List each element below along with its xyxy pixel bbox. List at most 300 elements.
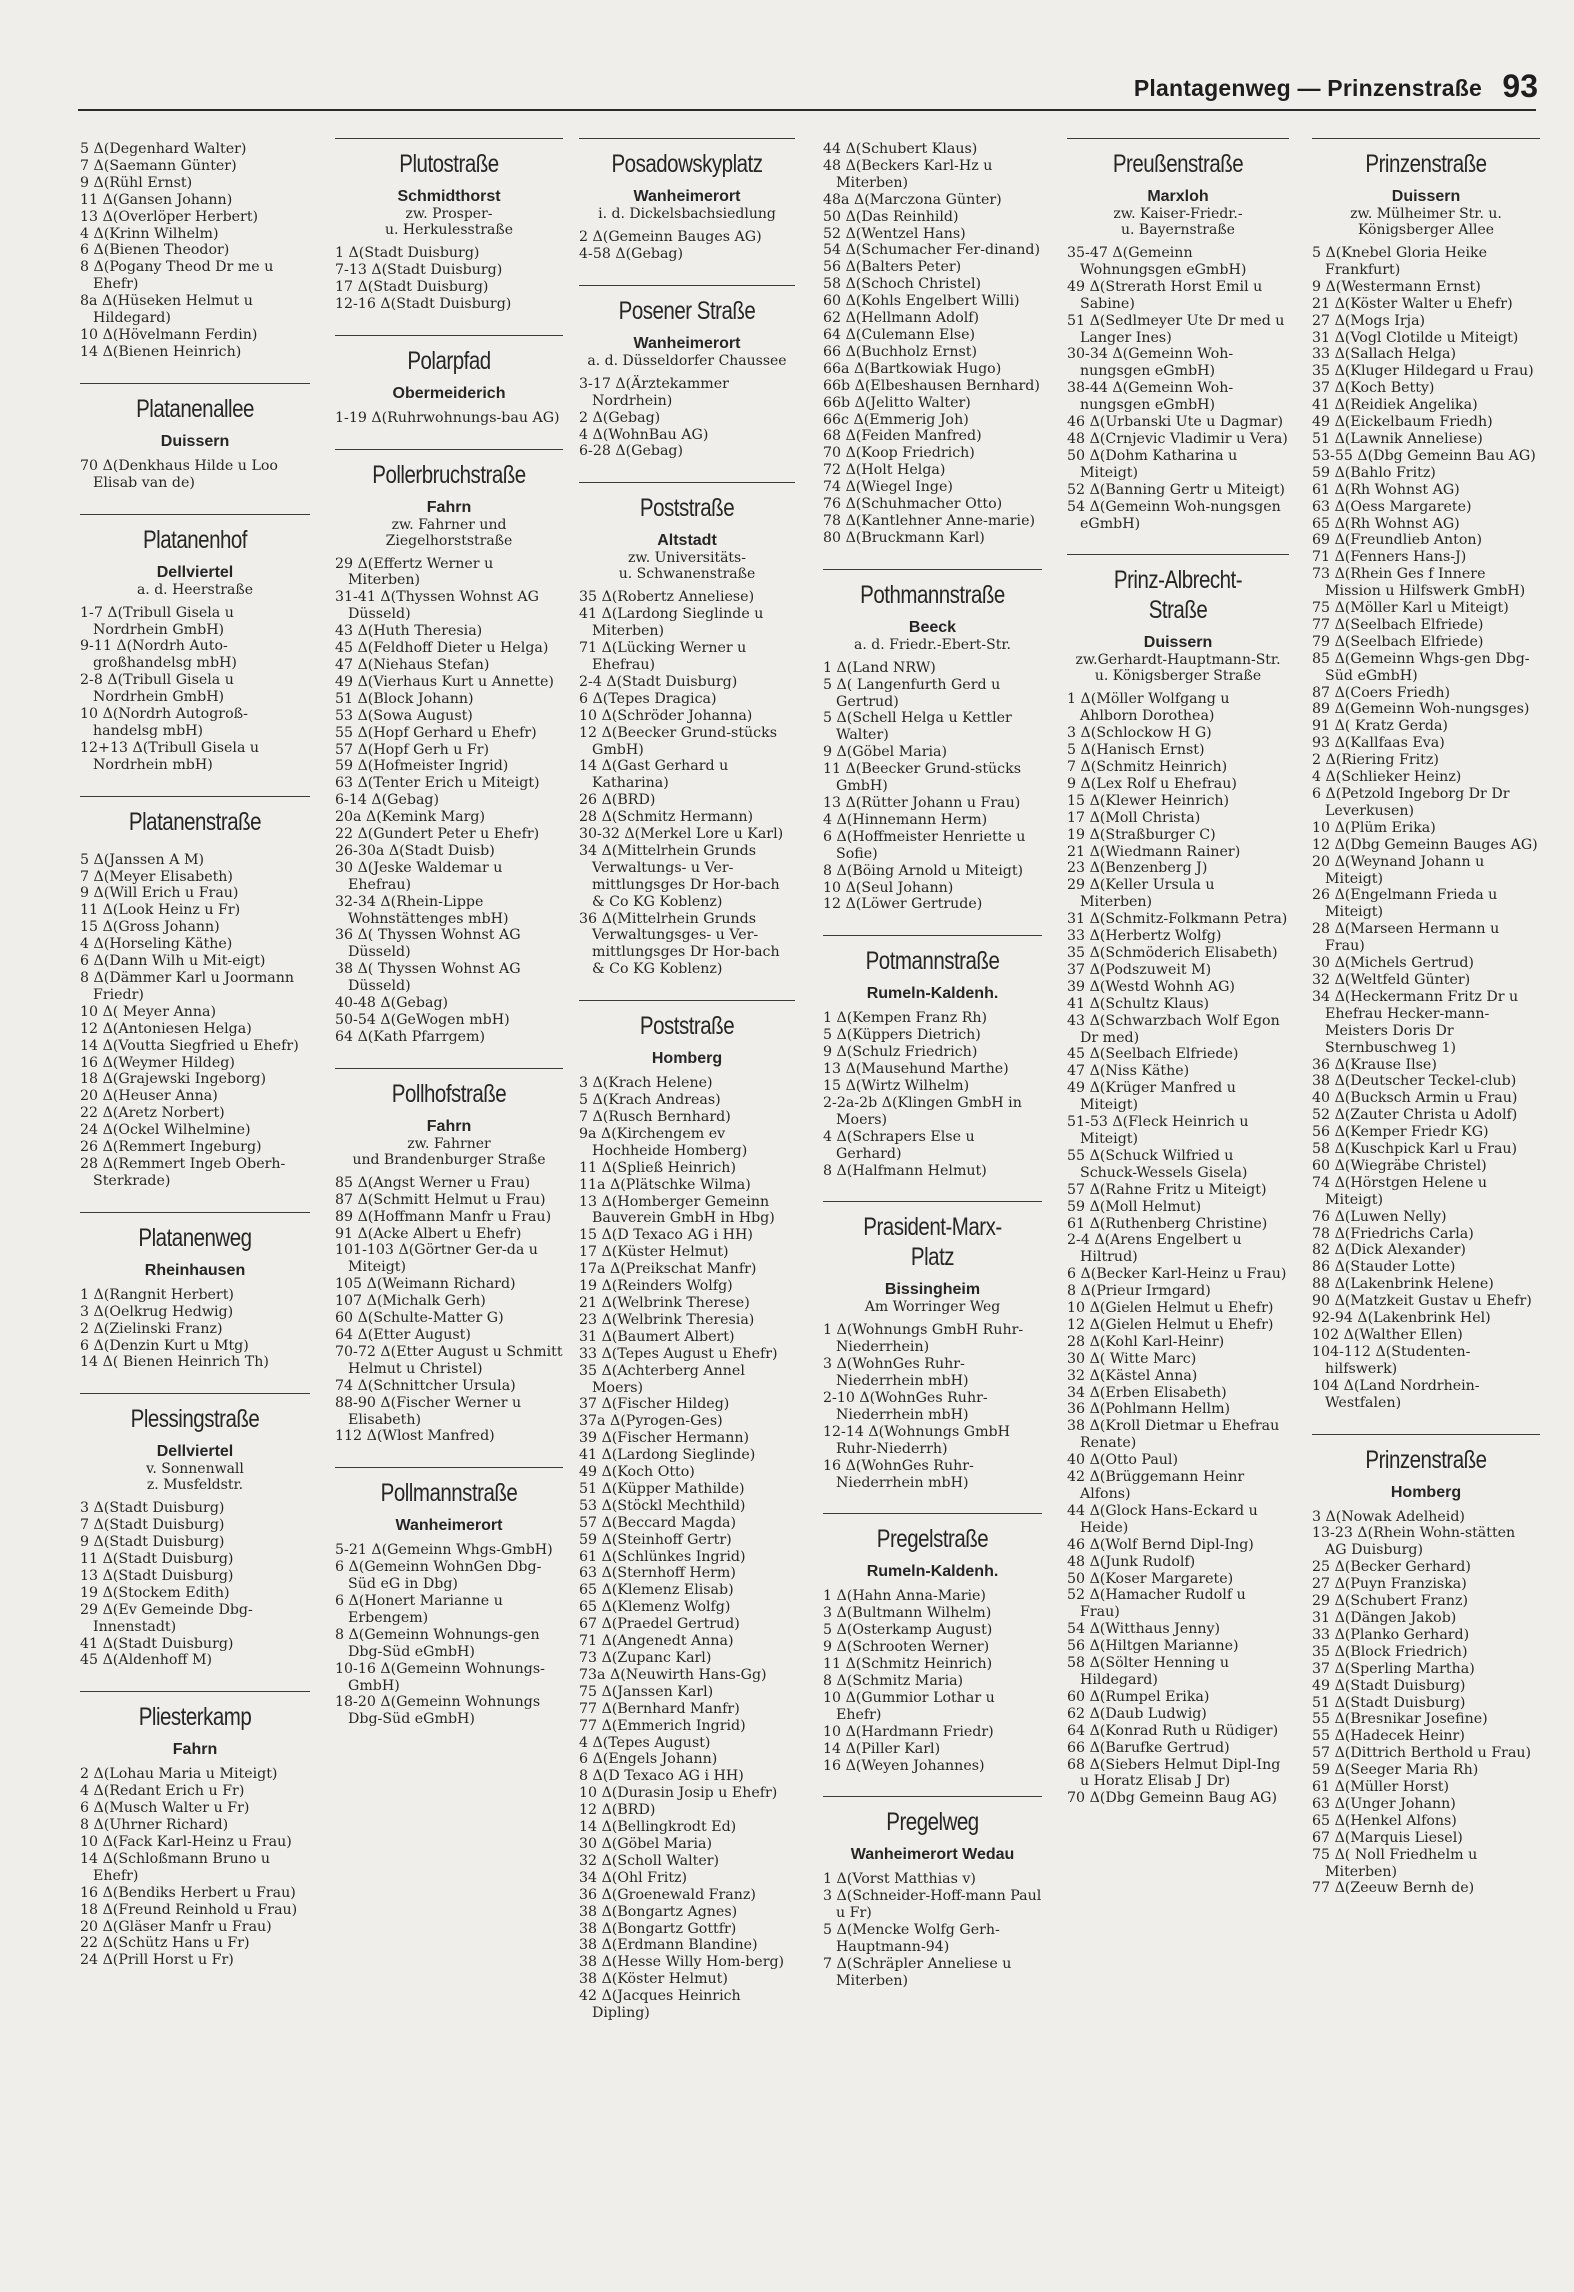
entry: 13 Δ(Homberger Gemeinn Bauverein GmbH in Hbg) <box>579 1193 775 1227</box>
entry: 13 Δ(Stadt Duisburg) <box>80 1567 234 1584</box>
entry: 18-20 Δ(Gemeinn Wohnungs Dbg-Süd eGmbH) <box>335 1694 541 1728</box>
entry: 6 Δ(Hoffmeister Henriette u Sofie) <box>823 828 1026 862</box>
entry: 35 Δ(Schmöderich Elisabeth) <box>1067 945 1278 961</box>
entry: 15 Δ(Gross Johann) <box>80 919 220 936</box>
entry: 3 Δ(Bultmann Wilhelm) <box>823 1605 992 1622</box>
entry: 1-19 Δ(Ruhrwohnungs-bau AG) <box>335 409 560 426</box>
entry: 4 Δ(Krinn Wilhelm) <box>80 225 219 242</box>
entry: 34 Δ(Erben Elisabeth) <box>1067 1384 1227 1401</box>
street-district: Wanheimerort <box>633 188 741 205</box>
entry: 70 Δ(Denkhaus Hilde u Loo Elisab van de) <box>80 457 278 491</box>
entry: 6 Δ(Petzold Ingeborg Dr Dr Leverkusen) <box>1312 786 1510 819</box>
street-note: u. Herkulesstraße <box>384 222 514 238</box>
entry: 4 Δ(Schrapers Else u Gerhard) <box>823 1128 975 1162</box>
entry: 45 Δ(Seelbach Elfriede) <box>1067 1046 1239 1063</box>
entry: 37 Δ(Podszuweit M) <box>1067 961 1212 978</box>
entry: 11 Δ(Gansen Johann) <box>80 191 233 208</box>
entry: 10 Δ(Seul Johann) <box>823 879 954 896</box>
street-note: a. d. Düsseldorfer Chaussee <box>587 352 787 369</box>
entry: 35 Δ(Robertz Anneliese) <box>579 589 755 606</box>
entry: 55 Δ(Hadecek Heinr) <box>1312 1728 1465 1745</box>
entry: 4 Δ(Horseling Käthe) <box>80 936 233 953</box>
entry: 8 Δ(D Texaco AG i HH) <box>579 1768 744 1785</box>
entry: 77 Δ(Bernhard Manfr) <box>579 1700 740 1717</box>
entry: 61 Δ(Ruthenberg Christine) <box>1067 1215 1268 1232</box>
entry: 50-54 Δ(GeWogen mbH) <box>335 1012 510 1028</box>
entry: 30-34 Δ(Gemeinn Woh-nungsgen eGmbH) <box>1067 346 1234 380</box>
entry: 46 Δ(Wolf Bernd Dipl-Ing) <box>1067 1536 1254 1553</box>
entry: 86 Δ(Stauder Lotte) <box>1312 1259 1456 1276</box>
entry: 52 Δ(Zauter Christa u Adolf) <box>1312 1107 1518 1124</box>
entry: 43 Δ(Huth Theresia) <box>335 623 483 640</box>
entry: 60 Δ(Wiegräbe Christel) <box>1312 1157 1487 1174</box>
entry: 70-72 Δ(Etter August u Schmitt Helmut u Christel) <box>335 1343 563 1377</box>
entry-list <box>80 1766 310 1969</box>
entry: 8 Δ(Dämmer Karl u Joormann Friedr) <box>80 970 295 1003</box>
entry: 31-41 Δ(Thyssen Wohnst AG Düsseld) <box>335 589 539 623</box>
street-note: Ziegelhorststraße <box>385 532 513 549</box>
entry: 56 Δ(Hiltgen Marianne) <box>1067 1638 1239 1655</box>
entry: 7 Δ(Saemann Günter) <box>80 157 237 174</box>
entry: 5 Δ(Mencke Wolfg Gerh-Hauptmann-94) <box>823 1922 1000 1956</box>
street-block <box>80 141 310 361</box>
entry-list <box>335 556 563 1046</box>
street-block <box>1067 138 1289 532</box>
entry: 53 Δ(Sowa August) <box>335 707 473 724</box>
running-head: Plantagenweg — Prinzenstraße <box>1133 75 1482 101</box>
entry: 12-16 Δ(Stadt Duisburg) <box>335 295 512 312</box>
entry: 50 Δ(Koser Margarete) <box>1067 1570 1234 1587</box>
page-number: 93 <box>1502 68 1538 104</box>
entry: 4 Δ(Tepes August) <box>579 1734 711 1751</box>
entry: 34 Δ(Heckermann Fritz Dr u Ehefrau Hecker-mann-Meisters Doris Dr Sternbuschweg 1) <box>1312 988 1519 1056</box>
entry: 6 Δ(Dann Wilh u Mit-eigt) <box>80 953 266 970</box>
entry: 4 Δ(Hinnemann Herm) <box>823 811 988 828</box>
column-4 <box>823 134 1042 2262</box>
entry: 24 Δ(Prill Horst u Fr) <box>80 1952 234 1969</box>
entry: 105 Δ(Weimann Richard) <box>335 1276 516 1293</box>
entry: 28 Δ(Marseen Hermann u Frau) <box>1312 921 1500 955</box>
entry: 41 Δ(Stadt Duisburg) <box>80 1635 234 1652</box>
entry: 32 Δ(Scholl Walter) <box>579 1852 720 1869</box>
entry: 101-103 Δ(Görtner Ger-da u Miteigt) <box>335 1242 538 1276</box>
entry-list <box>80 141 310 361</box>
entry: 26-30a Δ(Stadt Duisb) <box>335 842 495 859</box>
entry: 2 Δ(Gemeinn Bauges AG) <box>579 229 762 245</box>
street-name: Plessingstraße <box>130 1405 260 1434</box>
entry: 7 Δ(Schräpler Anneliese u Miterben) <box>823 1955 1012 1989</box>
street-district: Fahrn <box>426 1117 472 1135</box>
entry: 5 Δ(Schell Helga u Kettler Walter) <box>823 710 1012 744</box>
entry: 9 Δ(Will Erich u Frau) <box>80 885 239 902</box>
entry: 51 Δ(Stadt Duisburg) <box>1312 1694 1466 1711</box>
entry: 4-58 Δ(Gebag) <box>579 245 684 262</box>
entry-list <box>1312 245 1540 1412</box>
street-note: i. d. Dickelsbachsiedlung <box>598 206 776 222</box>
entry-list <box>335 245 563 313</box>
entry: 13 Δ(Rütter Johann u Frau) <box>823 795 1021 811</box>
entry: 30 Δ(Göbel Maria) <box>579 1835 713 1852</box>
entry: 10-16 Δ(Gemeinn Wohnungs-GmbH) <box>335 1660 545 1694</box>
entry: 1 Δ(Stadt Duisburg) <box>335 245 480 261</box>
entry: 65 Δ(Klemenz Wolfg) <box>579 1599 731 1616</box>
street-name: Pliesterkamp <box>138 1703 252 1732</box>
entry: 15 Δ(Klewer Heinrich) <box>1067 792 1230 809</box>
entry: 8 Δ(Halfmann Helmut) <box>823 1162 987 1179</box>
entry: 77 Δ(Zeeuw Bernh de) <box>1312 1880 1475 1897</box>
street-note: Am Worringer Weg <box>864 1299 1001 1316</box>
entry: 33 Δ(Tepes August u Ehefr) <box>579 1345 778 1362</box>
entry: 91 Δ(Acke Albert u Ehefr) <box>335 1225 522 1242</box>
entry: 36 Δ( Thyssen Wohnst AG Düsseld) <box>335 927 521 961</box>
entry: 27 Δ(Puyn Franziska) <box>1312 1576 1467 1593</box>
entry: 18 Δ(Grajewski Ingeborg) <box>80 1071 267 1088</box>
entry: 6 Δ(Bienen Theodor) <box>80 242 230 259</box>
entry: 33 Δ(Planko Gerhard) <box>1312 1626 1470 1643</box>
entry: 2 Δ(Gebag) <box>579 409 661 426</box>
entry: 3-17 Δ(Ärztekammer Nordrhein) <box>579 375 729 409</box>
entry: 7 Δ(Meyer Elisabeth) <box>80 868 233 885</box>
street-district: Beeck <box>908 618 957 636</box>
entry: 2-4 Δ(Stadt Duisburg) <box>579 673 738 690</box>
entry: 14 Δ( Bienen Heinrich Th) <box>80 1354 269 1371</box>
entry: 23 Δ(Welbrink Theresia) <box>579 1311 755 1328</box>
entry: 66 Δ(Barufke Gertrud) <box>1067 1739 1230 1756</box>
street-district: Homberg <box>1390 1483 1462 1501</box>
entry: 12 Δ(Beecker Grund-stücks GmbH) <box>579 724 778 758</box>
entry: 57 Δ(Hopf Gerh u Fr) <box>335 741 490 758</box>
entry: 104 Δ(Land Nordrhein-Westfalen) <box>1312 1377 1480 1411</box>
entry: 1 Δ(Rangnit Herbert) <box>80 1286 234 1303</box>
entry: 65 Δ(Rh Wohnst AG) <box>1312 515 1460 532</box>
entry: 21 Δ(Welbrink Therese) <box>579 1294 750 1311</box>
entry: 66 Δ(Buchholz Ernst) <box>823 343 977 360</box>
entry-list <box>335 1542 563 1728</box>
entry: 63 Δ(Tenter Erich u Miteigt) <box>335 775 540 792</box>
entry: 10 Δ(Gummior Lothar u Ehefr) <box>823 1689 995 1723</box>
entry: 8 Δ(Gemeinn Wohnungs-gen Dbg-Süd eGmbH) <box>335 1626 540 1660</box>
entry: 34 Δ(Ohl Fritz) <box>579 1869 688 1886</box>
entry: 12 Δ(BRD) <box>579 1802 656 1819</box>
entry: 63 Δ(Sternhoff Herm) <box>579 1565 736 1582</box>
street-name: Pregelweg <box>886 1808 979 1837</box>
street-note: a. d. Heerstraße <box>136 581 254 598</box>
entry: 38 Δ( Thyssen Wohnst AG Düsseld) <box>335 961 521 995</box>
street-name: Pollmannstraße <box>380 1479 518 1508</box>
entry: 6 Δ(Tepes Dragica) <box>579 690 717 707</box>
entry: 87 Δ(Coers Friedh) <box>1312 684 1451 701</box>
entry: 67 Δ(Praedel Gertrud) <box>579 1616 740 1633</box>
street-district: Duissern <box>160 432 230 450</box>
entry: 9 Δ(Rühl Ernst) <box>80 174 193 191</box>
entry: 22 Δ(Aretz Norbert) <box>80 1105 225 1122</box>
entry: 55 Δ(Schuck Wilfried u Schuck-Wessels Gisela) <box>1067 1147 1248 1181</box>
entry: 30 Δ(Michels Gertrud) <box>1312 955 1474 972</box>
street-block <box>80 383 310 492</box>
street-block <box>579 138 795 263</box>
entry: 8 Δ(Prieur Irmgard) <box>1067 1283 1211 1300</box>
street-name: Poststraße <box>639 1012 735 1041</box>
entry: 8 Δ(Schmitz Maria) <box>823 1673 964 1689</box>
entry: 16 Δ(Bendiks Herbert u Frau) <box>80 1884 296 1901</box>
entry-list <box>335 1175 563 1446</box>
entry: 8 Δ(Pogany Theod Dr me u Ehefr) <box>80 259 274 293</box>
entry: 10 Δ(Plüm Erika) <box>1312 819 1436 836</box>
entry: 38 Δ(Deutscher Teckel-club) <box>1312 1073 1517 1090</box>
street-district: Rumeln-Kaldenh. <box>866 985 999 1003</box>
entry: 16 Δ(Weyen Johannes) <box>823 1757 985 1774</box>
street-note: zw. Mülheimer Str. u. <box>1350 206 1502 222</box>
entry: 104-112 Δ(Studenten-hilfswerk) <box>1312 1343 1471 1377</box>
street-block <box>80 1212 310 1372</box>
entry: 65 Δ(Henkel Alfons) <box>1312 1812 1457 1829</box>
street-note: zw. Fahrner und <box>391 516 507 533</box>
entry: 5 Δ(Osterkamp August) <box>823 1622 993 1639</box>
entry: 10 Δ(Durasin Josip u Ehefr) <box>579 1785 778 1802</box>
entry: 57 Δ(Beccard Magda) <box>579 1514 737 1531</box>
entry: 11 Δ(Stadt Duisburg) <box>80 1551 234 1568</box>
entry: 2 Δ(Zielinski Franz) <box>80 1320 223 1337</box>
entry: 66c Δ(Emmerig Joh) <box>823 411 969 428</box>
entry: 56 Δ(Kemper Friedr KG) <box>1312 1124 1489 1141</box>
entry: 28 Δ(Schmitz Hermann) <box>579 809 754 826</box>
entry: 35 Δ(Kluger Hildegard u Frau) <box>1312 363 1534 380</box>
entry: 59 Δ(Seeger Maria Rh) <box>1312 1762 1479 1779</box>
entry: 39 Δ(Westd Wohnh AG) <box>1067 978 1235 995</box>
entry-list <box>335 410 563 427</box>
entry: 14 Δ(Piller Karl) <box>823 1740 941 1757</box>
entry: 75 Δ( Noll Friedhelm u Miterben) <box>1312 1846 1478 1880</box>
entry: 82 Δ(Dick Alexander) <box>1312 1242 1466 1259</box>
entry: 39 Δ(Fischer Hermann) <box>579 1430 750 1447</box>
entry: 71 Δ(Fenners Hans-J) <box>1312 549 1467 566</box>
entry: 8 Δ(Uhrner Richard) <box>80 1817 229 1834</box>
entry: 24 Δ(Ockel Wilhelmine) <box>80 1122 251 1139</box>
entry-list <box>80 1500 310 1669</box>
street-district: Schmidthorst <box>397 188 501 205</box>
entry: 41 Δ(Lardong Sieglinde) <box>579 1447 756 1464</box>
entry: 9 Δ(Göbel Maria) <box>823 744 948 761</box>
street-block <box>823 1201 1042 1491</box>
entry: 25 Δ(Becker Gerhard) <box>1312 1559 1471 1576</box>
entry: 12 Δ(Gielen Helmut u Ehefr) <box>1067 1316 1274 1333</box>
entry: 22 Δ(Gundert Peter u Ehefr) <box>335 826 540 843</box>
entry: 9 Δ(Stadt Duisburg) <box>80 1534 225 1551</box>
street-note: zw. Universitäts- <box>628 550 746 567</box>
entry: 29 Δ(Keller Ursula u Miterben) <box>1067 877 1215 911</box>
entry: 102 Δ(Walther Ellen) <box>1312 1327 1463 1343</box>
street-name: Prinzenstraße <box>1365 150 1487 178</box>
entry: 10 Δ(Schröder Johanna) <box>579 707 753 724</box>
entry: 33 Δ(Sallach Helga) <box>1312 346 1457 363</box>
entry: 2 Δ(Lohau Maria u Miteigt) <box>80 1766 278 1783</box>
entry: 3 Δ(Nowak Adelheid) <box>1312 1508 1465 1525</box>
entry-list <box>823 660 1042 914</box>
entry: 6 Δ(Denzin Kurt u Mtg) <box>80 1337 249 1354</box>
entry: 38 Δ(Köster Helmut) <box>579 1971 728 1988</box>
entry: 73 Δ(Zupanc Karl) <box>579 1650 712 1666</box>
entry: 85 Δ(Angst Werner u Frau) <box>335 1174 531 1191</box>
entry: 5 Δ(Degenhard Walter) <box>80 141 247 157</box>
entry: 38 Δ(Bongartz Agnes) <box>579 1903 738 1920</box>
entry: 19 Δ(Stockem Edith) <box>80 1584 230 1601</box>
entry: 20a Δ(Kemink Marg) <box>335 809 486 826</box>
entry: 1 Δ(Wohnungs GmbH Ruhr-Niederrhein) <box>823 1322 1024 1356</box>
entry: 1 Δ(Vorst Matthias v) <box>823 1871 976 1888</box>
entry: 4 Δ(WohnBau AG) <box>579 426 709 443</box>
entry: 70 Δ(Koop Friedrich) <box>823 445 975 462</box>
entry: 48a Δ(Marczona Günter) <box>823 191 1002 208</box>
entry: 71 Δ(Lücking Werner u Ehefrau) <box>579 640 747 673</box>
entry: 35-47 Δ(Gemeinn Wohnungsgen eGmbH) <box>1067 245 1247 278</box>
entry: 17a Δ(Preikschat Manfr) <box>579 1261 757 1278</box>
entry: 78 Δ(Friedrichs Carla) <box>1312 1225 1474 1242</box>
entry: 36 Δ(Pohlmann Hellm) <box>1067 1401 1231 1418</box>
street-block <box>823 569 1042 914</box>
entry: 38 Δ(Kroll Dietmar u Ehefrau Renate) <box>1067 1418 1280 1452</box>
entry: 40-48 Δ(Gebag) <box>335 995 449 1012</box>
entry: 68 Δ(Siebers Helmut Dipl-Ing u Horatz Elisab J Dr) <box>1067 1756 1281 1790</box>
street-district: Dellviertel <box>156 563 234 581</box>
entry: 30 Δ(Jeske Waldemar u Ehefrau) <box>335 859 503 893</box>
entry: 3 Δ(Schlockow H G) <box>1067 725 1212 742</box>
entry: 6 Δ(Musch Walter u Fr) <box>80 1800 250 1817</box>
street-note: v. Sonnenwall <box>146 1461 244 1478</box>
entry: 58 Δ(Schoch Christel) <box>823 276 982 293</box>
street-block <box>823 1796 1042 1989</box>
entry: 37a Δ(Pyrogen-Ges) <box>579 1413 723 1430</box>
entry: 64 Δ(Konrad Ruth u Rüdiger) <box>1067 1722 1279 1739</box>
entry: 48 Δ(Junk Rudolf) <box>1067 1553 1196 1570</box>
entry: 62 Δ(Daub Ludwig) <box>1067 1705 1207 1722</box>
entry: 12 Δ(Antoniesen Helga) <box>80 1020 252 1037</box>
street-name: Plutostraße <box>399 150 499 178</box>
entry-list <box>1067 691 1289 1807</box>
street-district: Obermeiderich <box>392 384 506 402</box>
entry: 41 Δ(Reidiek Angelika) <box>1312 397 1478 414</box>
entry: 63 Δ(Oess Margarete) <box>1312 498 1472 515</box>
entry: 60 Δ(Rumpel Erika) <box>1067 1688 1210 1705</box>
street-name: Potmannstraße <box>865 947 1000 976</box>
entry: 48 Δ(Crnjevic Vladimir u Vera) <box>1067 430 1288 447</box>
column-3 <box>579 134 795 2262</box>
entry: 10 Δ(Fack Karl-Heinz u Frau) <box>80 1834 292 1850</box>
street-note: und Brandenburger Straße <box>352 1151 546 1168</box>
entry-list <box>80 605 310 774</box>
street-name: Prasident-Marx-Platz <box>863 1213 1002 1272</box>
street-name: Prinzenstraße <box>1365 1445 1487 1474</box>
entry: 5 Δ(Küppers Dietrich) <box>823 1027 981 1044</box>
entry: 54 Δ(Schumacher Fer-dinand) <box>823 242 1040 259</box>
entry: 15 Δ(Wirtz Wilhelm) <box>823 1077 970 1094</box>
street-block <box>823 141 1042 547</box>
entry: 58 Δ(Kuschpick Karl u Frau) <box>1312 1141 1518 1158</box>
entry: 49 Δ(Vierhaus Kurt u Annette) <box>335 673 554 690</box>
entry: 76 Δ(Luwen Nelly) <box>1312 1208 1447 1225</box>
entry: 67 Δ(Marquis Liesel) <box>1312 1829 1463 1846</box>
entry: 66a Δ(Bartkowiak Hugo) <box>823 360 1002 377</box>
entry: 92-94 Δ(Lakenbrink Hel) <box>1312 1310 1491 1327</box>
entry: 16 Δ(Weymer Hildeg) <box>80 1054 235 1071</box>
column-2 <box>335 134 563 2262</box>
entry: 34 Δ(Mittelrhein Grunds Verwaltungs- u Ver-mittlungsges Dr Hor-bach & Co KG Koblenz) <box>579 842 780 910</box>
street-name: Platanenallee <box>136 394 254 423</box>
entry: 3 Δ(WohnGes Ruhr-Niederrhein mbH) <box>823 1356 969 1390</box>
street-block <box>335 1068 563 1446</box>
entry: 44 Δ(Glock Hans-Eckard u Heide) <box>1067 1502 1258 1536</box>
entry: 2-2a-2b Δ(Klingen GmbH in Moers) <box>823 1094 1022 1128</box>
street-block <box>80 1393 310 1669</box>
street-name: Platanenweg <box>138 1223 252 1252</box>
entry: 54 Δ(Gemeinn Woh-nungsgen eGmbH) <box>1067 498 1281 532</box>
entry: 7 Δ(Schmitz Heinrich) <box>1067 759 1228 776</box>
street-note: u. Bayernstraße <box>1121 222 1235 238</box>
street-name: Platanenstraße <box>128 807 262 836</box>
entry: 51 Δ(Block Johann) <box>335 690 474 707</box>
street-note: Königsberger Allee <box>1357 222 1495 238</box>
street-district: Dellviertel <box>156 1443 234 1461</box>
entry: 75 Δ(Möller Karl u Miteigt) <box>1312 600 1509 617</box>
entry: 90 Δ(Matzkeit Gustav u Ehefr) <box>1312 1293 1532 1310</box>
street-block <box>823 935 1042 1179</box>
entry: 55 Δ(Hopf Gerhard u Ehefr) <box>335 724 537 741</box>
entry: 37 Δ(Koch Betty) <box>1312 380 1435 397</box>
entry: 89 Δ(Hoffmann Manfr u Frau) <box>335 1208 552 1225</box>
entry: 50 Δ(Das Reinhild) <box>823 208 959 225</box>
entry: 11 Δ(Beecker Grund-stücks GmbH) <box>823 761 1022 795</box>
entry-list <box>1067 245 1289 532</box>
street-district: Duissern <box>1143 634 1213 652</box>
entry: 69 Δ(Freundlieb Anton) <box>1312 532 1483 549</box>
entry: 12 Δ(Dbg Gemeinn Bauges AG) <box>1312 836 1538 853</box>
street-block <box>80 796 310 1190</box>
street-district: Altstadt <box>657 532 717 550</box>
entry: 35 Δ(Block Friedrich) <box>1312 1643 1468 1660</box>
entry: 16 Δ(WohnGes Ruhr-Niederrhein mbH) <box>823 1457 974 1491</box>
entry: 38 Δ(Bongartz Gottfr) <box>579 1920 737 1937</box>
entry: 63 Δ(Unger Johann) <box>1312 1795 1456 1812</box>
entry: 68 Δ(Feiden Manfred) <box>823 428 982 445</box>
entry: 45 Δ(Feldhoff Dieter u Helga) <box>335 640 549 657</box>
entry-list <box>823 1322 1042 1491</box>
entry: 28 Δ(Remmert Ingeb Oberh-Sterkrade) <box>80 1155 286 1189</box>
entry: 70 Δ(Dbg Gemeinn Baug AG) <box>1067 1790 1278 1807</box>
street-block <box>579 482 795 978</box>
column-6 <box>1312 134 1540 2262</box>
entry: 36 Δ(Mittelrhein Grunds Verwaltungsges- u Ver-mittlungsges Dr Hor-bach & Co KG Koblenz) <box>579 910 780 978</box>
entry: 65 Δ(Klemenz Elisab) <box>579 1582 734 1599</box>
entry: 33 Δ(Herbertz Wolfg) <box>1067 928 1222 945</box>
entry: 53-55 Δ(Dbg Gemeinn Bau AG) <box>1312 447 1536 464</box>
entry-list <box>80 1287 310 1372</box>
entry: 27 Δ(Mogs Irja) <box>1312 312 1426 329</box>
entry: 8 Δ(Böing Arnold u Miteigt) <box>823 862 1024 879</box>
entry: 1 Δ(Kempen Franz Rh) <box>823 1010 988 1027</box>
entry: 29 Δ(Schubert Franz) <box>1312 1593 1468 1610</box>
entry: 9a Δ(Kirchengem ev Hochheide Homberg) <box>579 1125 748 1159</box>
entry: 14 Δ(Gast Gerhard u Katharina) <box>579 758 729 792</box>
street-district: Rumeln-Kaldenh. <box>866 1563 999 1581</box>
entry: 32 Δ(Weltfeld Günter) <box>1312 971 1471 988</box>
street-district: Marxloh <box>1147 188 1209 205</box>
entry: 53 Δ(Stöckl Mechthild) <box>579 1497 746 1514</box>
entry: 2-4 Δ(Arens Engelbert u Hiltrud) <box>1067 1232 1242 1266</box>
entry: 3 Δ(Oelkrug Hedwig) <box>80 1303 234 1320</box>
street-note: a. d. Friedr.-Ebert-Str. <box>854 636 1011 653</box>
entry: 45 Δ(Aldenhoff M) <box>80 1652 213 1669</box>
entry: 32-34 Δ(Rhein-Lippe Wohnstättenges mbH) <box>335 893 509 927</box>
entry: 52 Δ(Banning Gertr u Miteigt) <box>1067 481 1285 498</box>
